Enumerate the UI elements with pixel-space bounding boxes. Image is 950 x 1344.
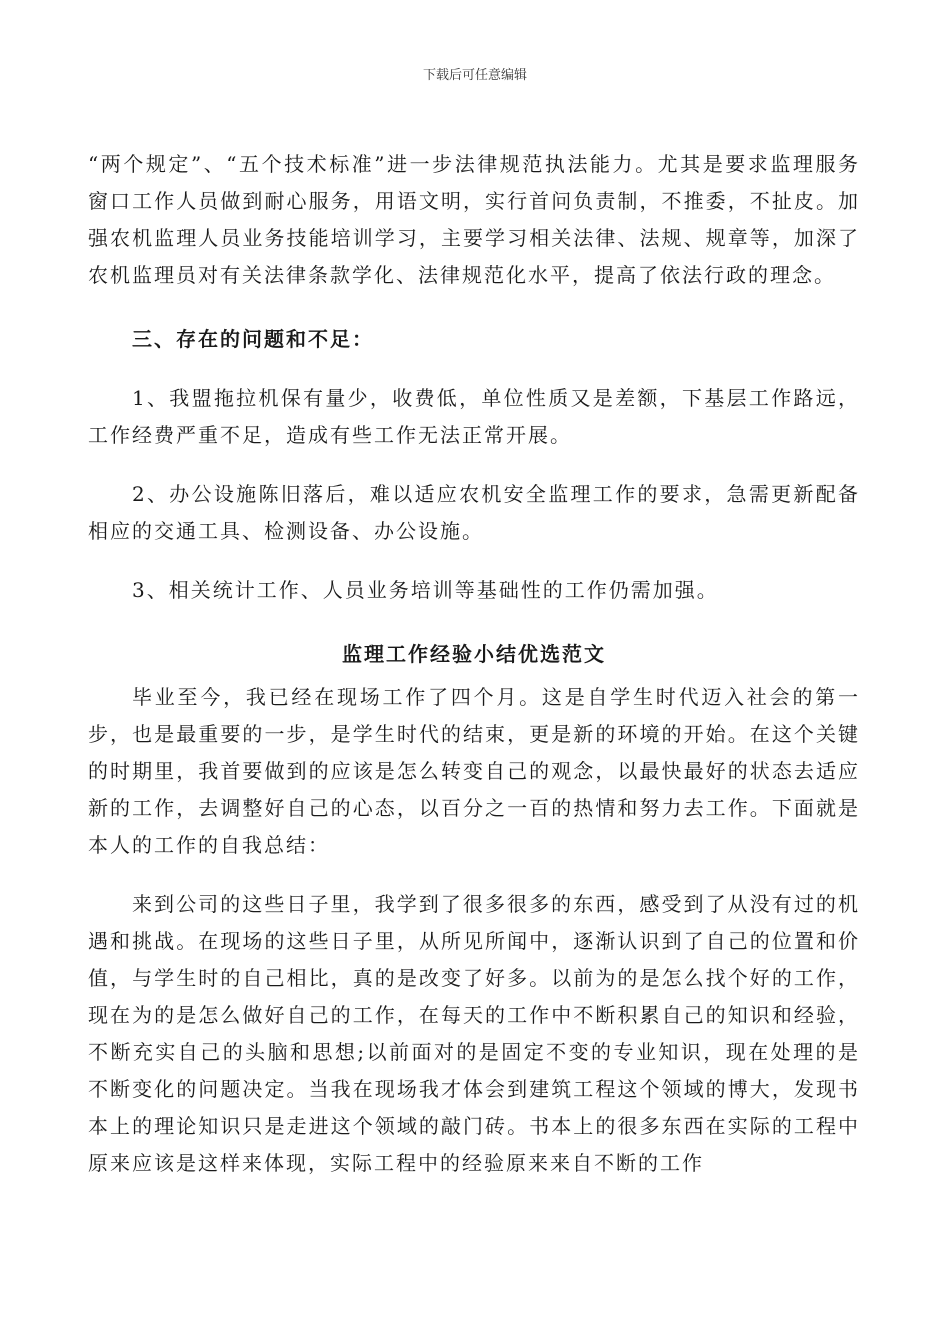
spacer [88, 609, 860, 636]
issue-item-2: 2、办公设施陈旧落后，难以适应农机安全监理工作的要求，急需更新配备相应的交通工具、检测设备、办公设施。 [88, 482, 860, 543]
document-body [88, 146, 860, 1182]
spacer [88, 294, 860, 321]
issue-item-1: 1、我盟拖拉机保有量少，收费低，单位性质又是差额，下基层工作路远，工作经费严重不足，造成有些工作无法正常开展。 [88, 386, 860, 447]
spacer [88, 864, 860, 886]
section-heading: 三、存在的问题和不足： [132, 327, 374, 351]
spacer [88, 358, 860, 380]
intro-paragraph: “两个规定”、“五个技术标准”进一步法律规范执法能力。尤其是要求监理服务窗口工作人员做到耐心服务，用语文明，实行首问负责制，不推委，不扯皮。加强农机监理人员业务技能培训学习，主要学习相关法律、法规、规章等，加深了农机监理员对有关法律条款学化、法律规范化水平，提高了依法行政的理念。 [88, 152, 860, 287]
body-paragraph-1: 毕业至今，我已经在现场工作了四个月。这是自学生时代迈入社会的第一步，也是最重要的一步，是学生时代的结束，更是新的环境的开始。在这个关键的时期里，我首要做到的应该是怎么转变自己的观念，以最快最好的状态去适应新的工作，去调整好自己的心态，以百分之一百的热情和努力去工作。下面就是本人的工作的自我总结： [88, 685, 860, 857]
page-header-note: 下载后可任意编辑 [422, 68, 527, 83]
issue-item-3: 3、相关统计工作、人员业务培训等基础性的工作仍需加强。 [132, 578, 719, 602]
body-paragraph-2: 来到公司的这些日子里，我学到了很多很多的东西，感受到了从没有过的机遇和挑战。在现场的这些日子里，从所见所闻中，逐渐认识到了自己的位置和价值，与学生时的自己相比，真的是改变了好多。以前为的是怎么找个好的工作，现在为的是怎么做好自己的工作，在每天的工作中不断积累自己的知识和经验，不断充实自己的头脑和思想;以前面对的是固定不变的专业知识，现在处理的是不断变化的问题决定。当我在现场我才体会到建筑工程这个领域的博大，发现书本上的理论知识只是走进这个领域的敲门砖。书本上的很多东西在实际的工程中原来应该是这样来体现，实际工程中的经验原来来自不断的工作 [88, 892, 860, 1175]
spacer [88, 550, 860, 572]
article-title: 监理工作经验小结优选范文 [342, 642, 606, 666]
spacer [88, 454, 860, 476]
